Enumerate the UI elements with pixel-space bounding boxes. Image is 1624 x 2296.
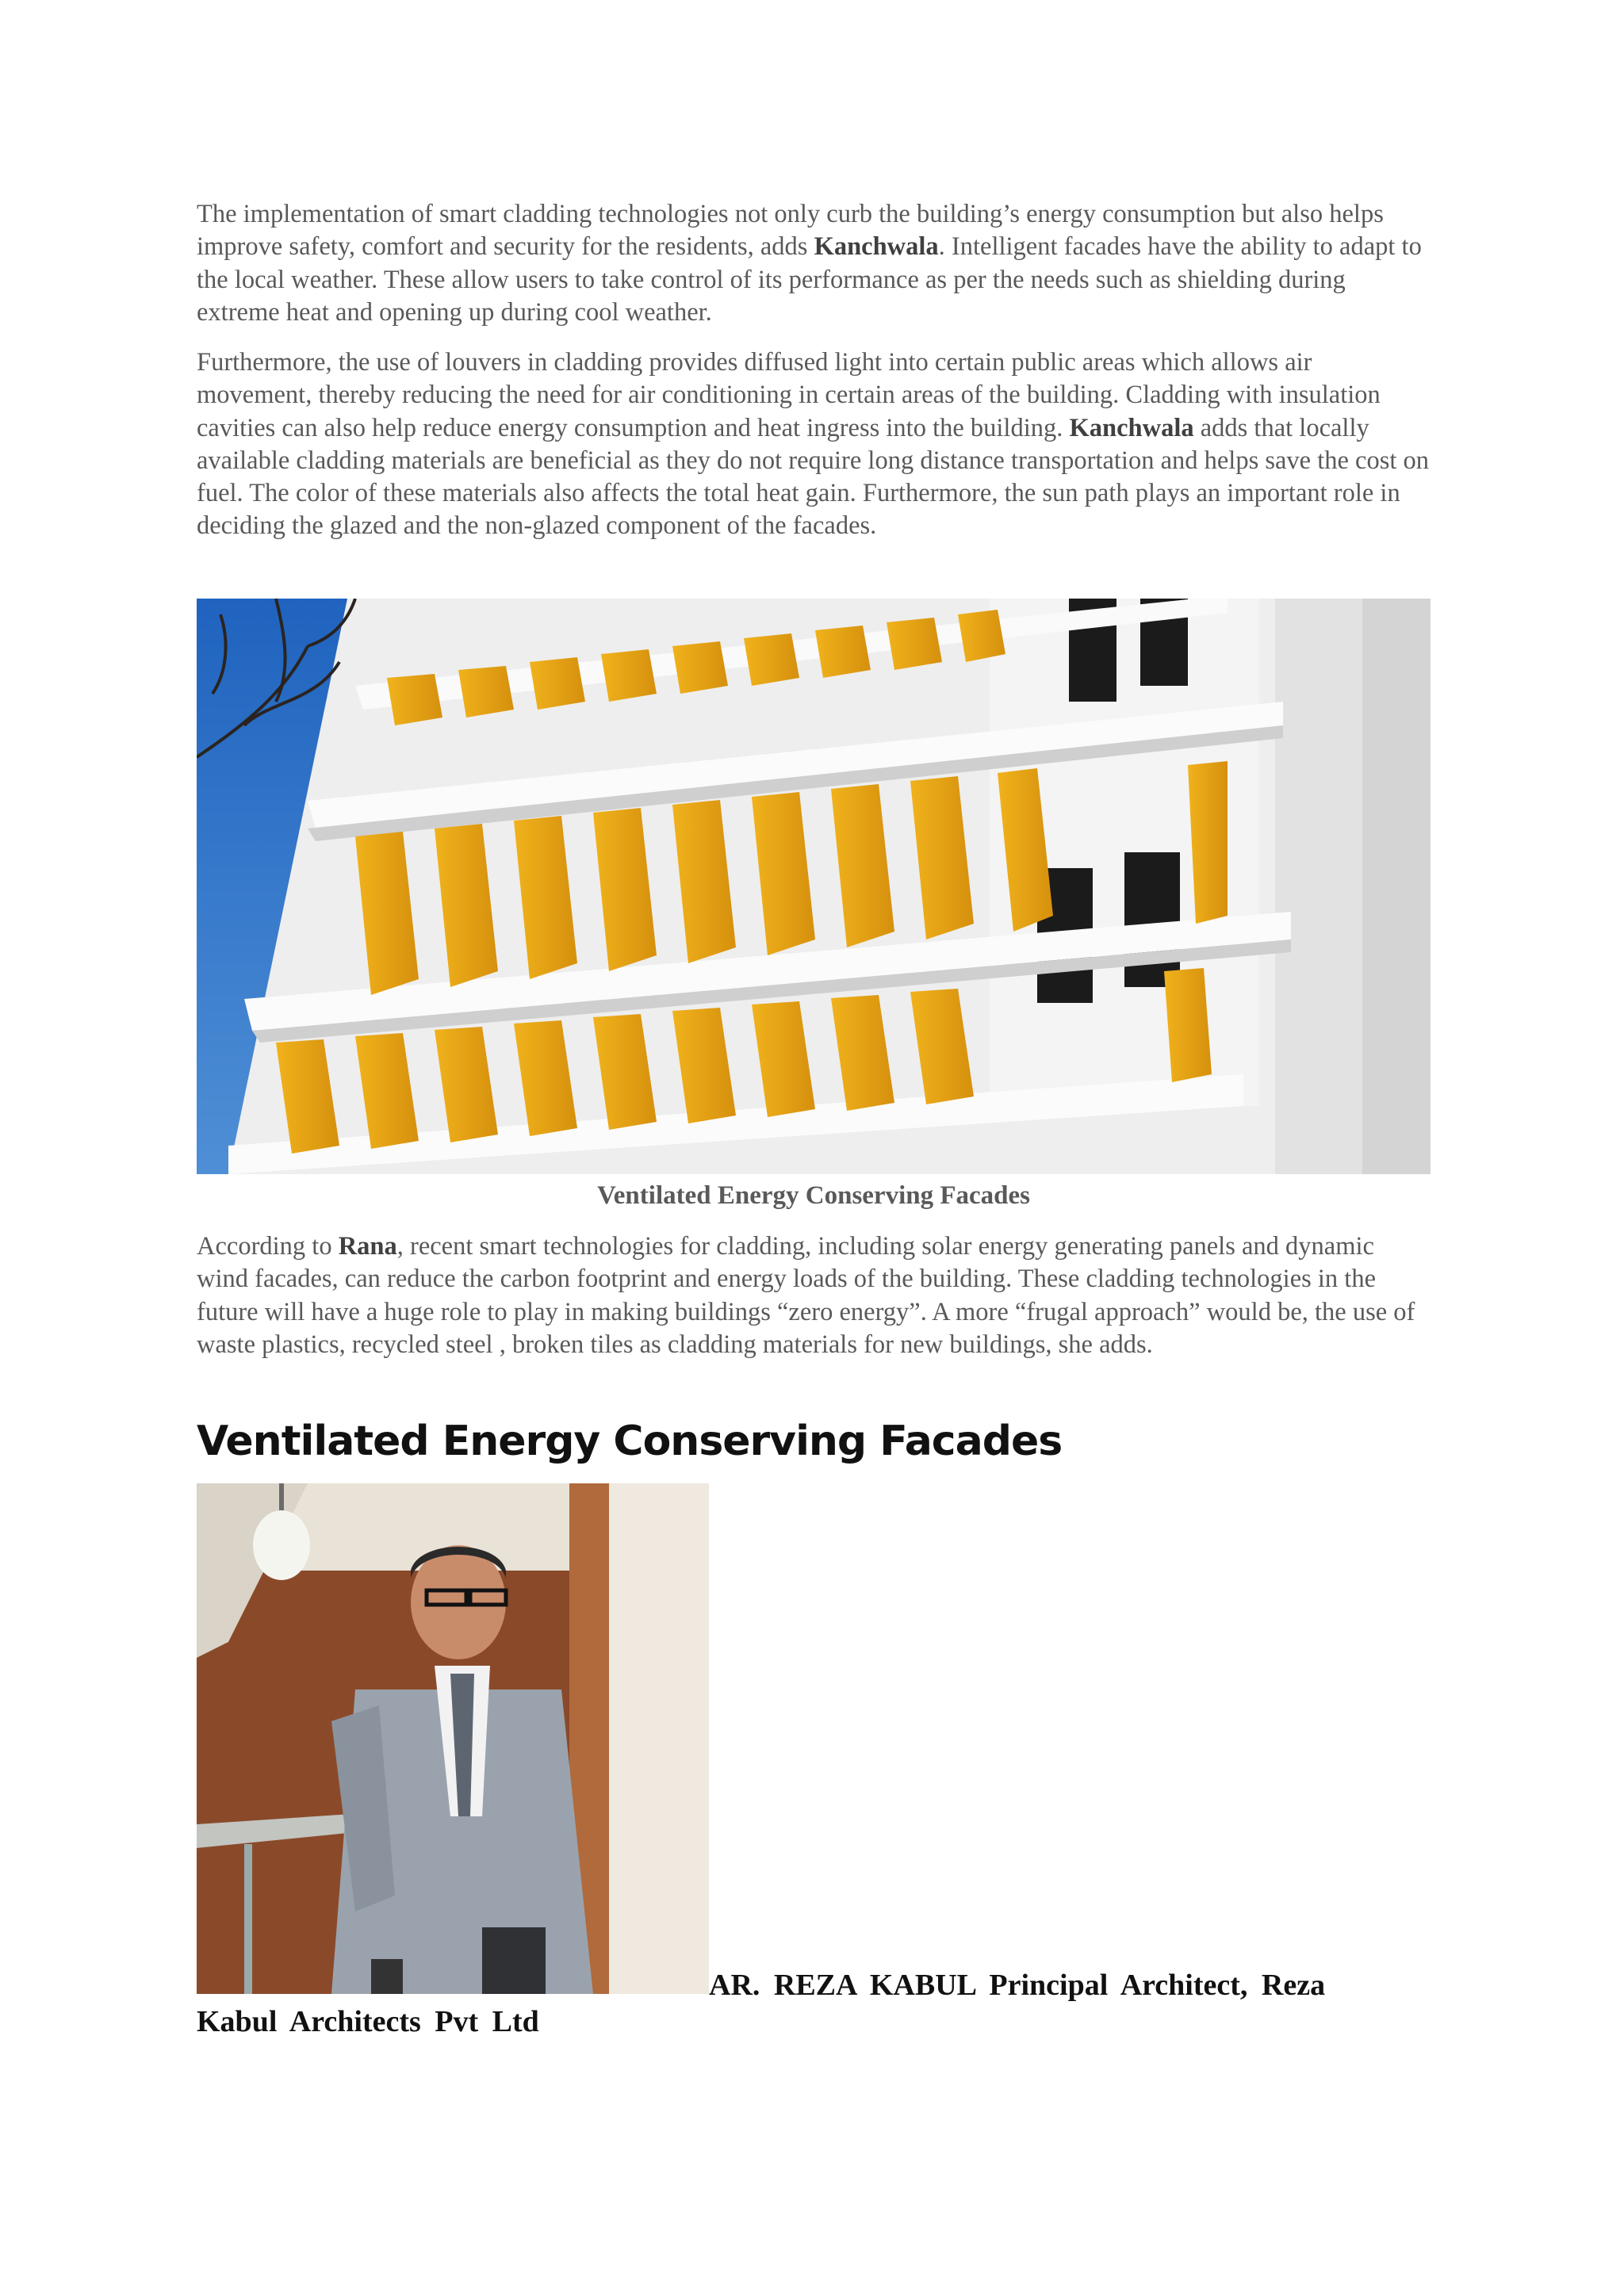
paragraph-text: adds that locally available cladding materials are beneficial as they do not require long distance transportation and helps save the cost on fuel. The color of these materials also affects the total heat gain. Furthermore, the sun path plays an important role in deciding the glazed and the non-glazed component of the facades. — [197, 413, 1430, 541]
section-heading: Ventilated Energy Conserving Facades — [197, 1418, 1063, 1465]
paragraph-smart-cladding — [197, 198, 1431, 329]
paragraph-text: , recent smart technologies for cladding, including solar energy generating panels and dynamic wind facades, can reduce the carbon footprint and energy loads of the building. These cladding technologies in the future will have a huge role to play in making buildings “zero energy”. A more “frugal approach” would be, the use of waste plastics, recycled steel , broken tiles as cladding materials for new buildings, she adds. — [197, 1232, 1415, 1359]
facade-photo — [197, 599, 1431, 1174]
paragraph-louvers — [197, 346, 1431, 543]
profile-company: Kabul Architects Pvt Ltd — [197, 2005, 539, 2038]
paragraph-text: The implementation of smart cladding technologies not only curb the building’s energy consumption but also helps improve safety, comfort and security for the residents, adds — [197, 200, 1384, 262]
paragraph-text: According to — [197, 1232, 339, 1261]
paragraph-text: Furthermore, the use of louvers in cladding provides diffused light into certain public areas which allows air movement, thereby reducing the need for air conditioning in certain areas of the building. Cladding with insulation cavities can also help reduce energy consumption and heat ingress into the building. — [197, 348, 1381, 442]
facade-illustration — [197, 599, 1431, 1174]
person-name: Kanchwala — [814, 232, 939, 262]
figure-caption: Ventilated Energy Conserving Facades — [596, 1181, 1030, 1210]
paragraph-rana — [197, 1230, 1431, 1361]
portrait-photo — [197, 1483, 709, 1994]
paragraph-text: . Intelligent facades have the ability to adapt to the local weather. These allow users to take control of its performance as per the needs such as shielding during extreme heat and opening up during cool weather. — [197, 232, 1422, 327]
portrait-illustration — [197, 1483, 709, 1994]
profile-name-title: AR. REZA KABUL Principal Architect, Reza — [709, 1969, 1326, 2002]
person-name: Kanchwala — [1069, 413, 1194, 442]
person-name: Rana — [338, 1232, 397, 1261]
